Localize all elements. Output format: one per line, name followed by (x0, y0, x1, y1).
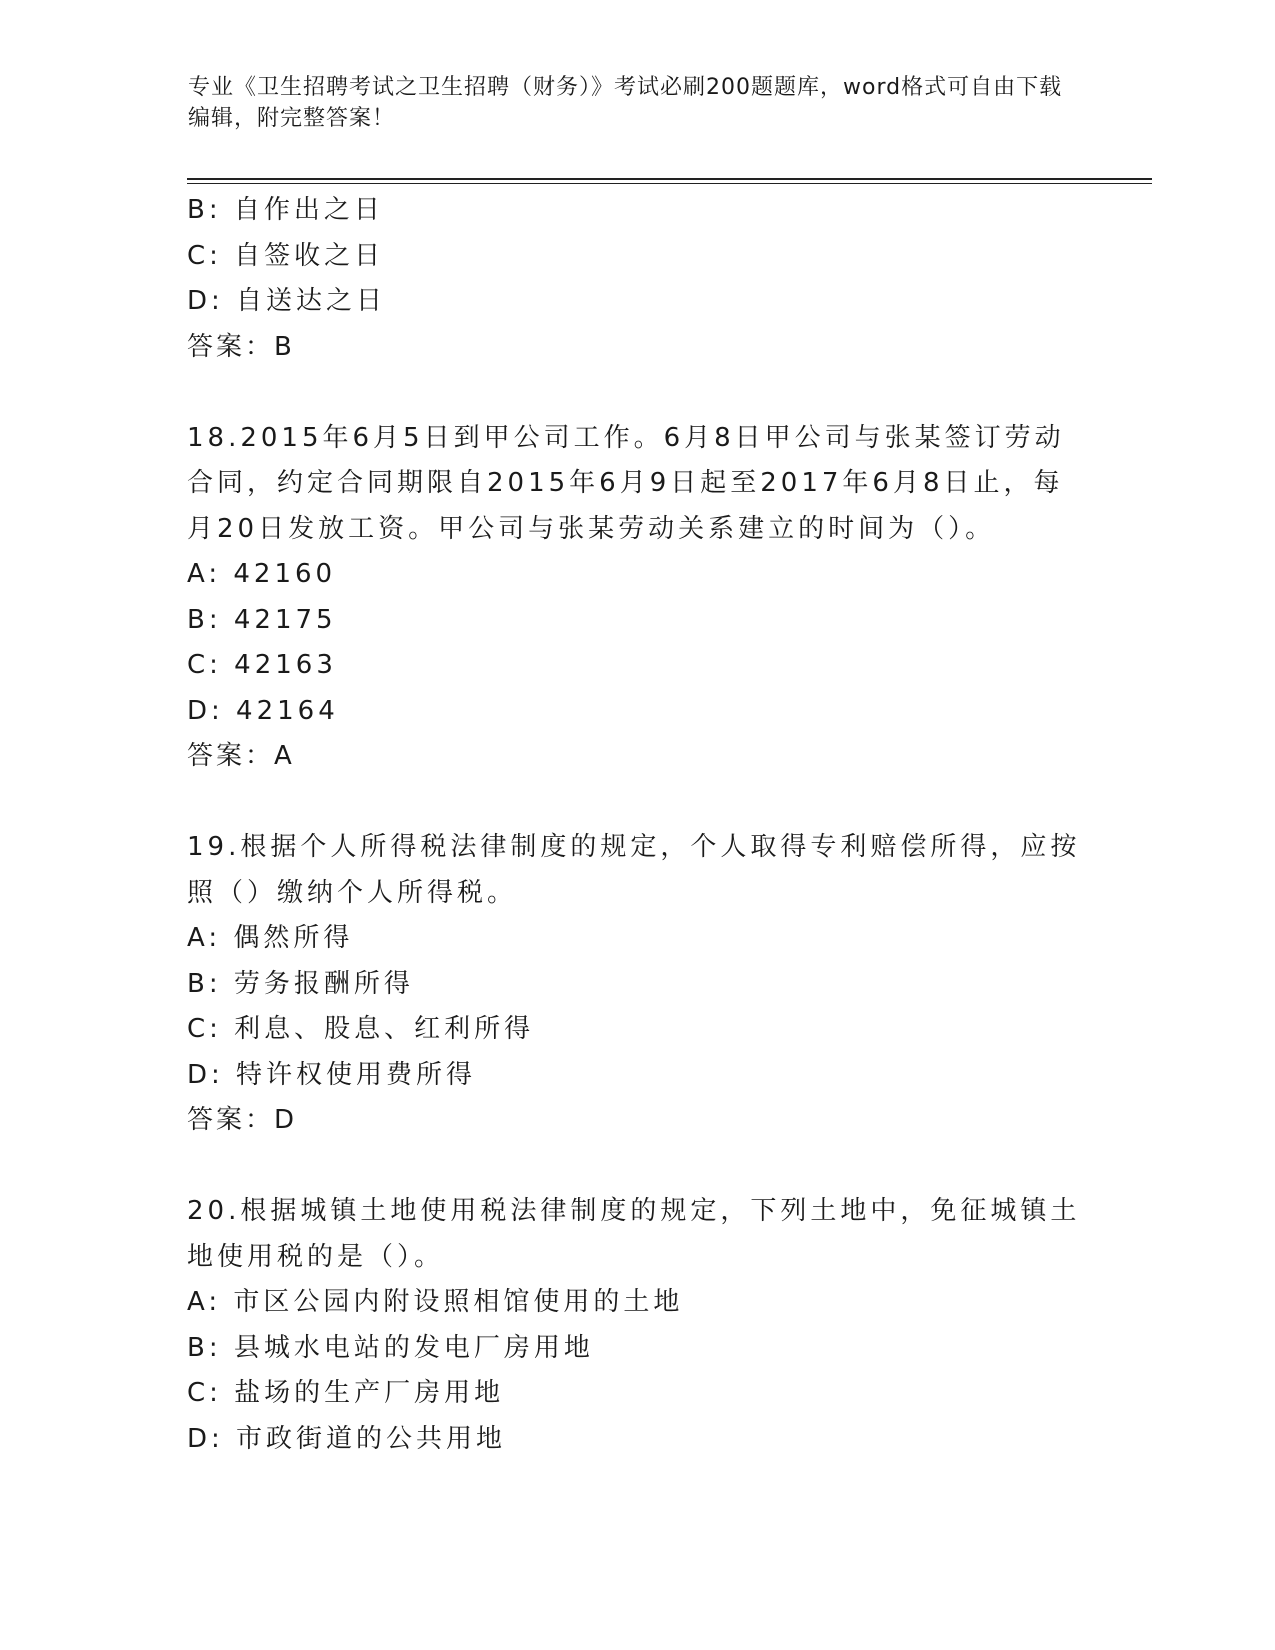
question-18 (187, 416, 1087, 780)
question-17-continued (187, 188, 1087, 370)
question-20 (187, 1189, 1087, 1462)
option-b: B: 42175 (187, 604, 337, 635)
question-stem: 19.根据个人所得税法律制度的规定，个人取得专利赔偿所得，应按照（）缴纳个人所得税。 (187, 832, 1081, 908)
option-b: B: 劳务报酬所得 (187, 968, 414, 999)
option-d: D: 特许权使用费所得 (187, 1059, 477, 1090)
option-a: A: 42160 (187, 559, 337, 589)
document-header: 专业《卫生招聘考试之卫生招聘（财务）》考试必刷200题题库，word格式可自由下载编辑，附完整答案！ (188, 75, 1063, 131)
answer-line: 答案：D (187, 1105, 298, 1135)
answer-line: 答案：A (187, 741, 295, 771)
question-list (187, 188, 1087, 1462)
header-divider-thick (187, 178, 1152, 180)
option-d: D: 自送达之日 (187, 286, 387, 316)
option-a: A: 偶然所得 (187, 923, 354, 953)
option-c: C: 自签收之日 (187, 240, 385, 271)
option-b: B: 县城水电站的发电厂房用地 (187, 1332, 594, 1363)
option-b: B: 自作出之日 (187, 195, 384, 225)
option-d: D: 市政街道的公共用地 (187, 1423, 507, 1454)
answer-line: 答案：B (187, 331, 295, 362)
question-gap (187, 780, 1087, 826)
option-c: C: 利息、股息、红利所得 (187, 1014, 535, 1044)
question-gap (187, 1144, 1087, 1190)
option-c: C: 42163 (187, 650, 337, 680)
question-gap (187, 370, 1087, 416)
question-stem: 18.2015年6月5日到甲公司工作。6月8日甲公司与张某签订劳动合同，约定合同期限自2015年6月9日起至2017年6月8日止，每月20日发放工资。甲公司与张某劳动关系建立的时间为（）。 (187, 422, 1065, 544)
option-d: D: 42164 (187, 695, 339, 726)
option-c: C: 盐场的生产厂房用地 (187, 1378, 505, 1408)
header-divider-thin (187, 183, 1152, 184)
question-stem: 20.根据城镇土地使用税法律制度的规定，下列土地中，免征城镇土地使用税的是（）。 (187, 1196, 1081, 1272)
question-19 (187, 825, 1087, 1144)
option-a: A: 市区公园内附设照相馆使用的土地 (187, 1287, 684, 1317)
